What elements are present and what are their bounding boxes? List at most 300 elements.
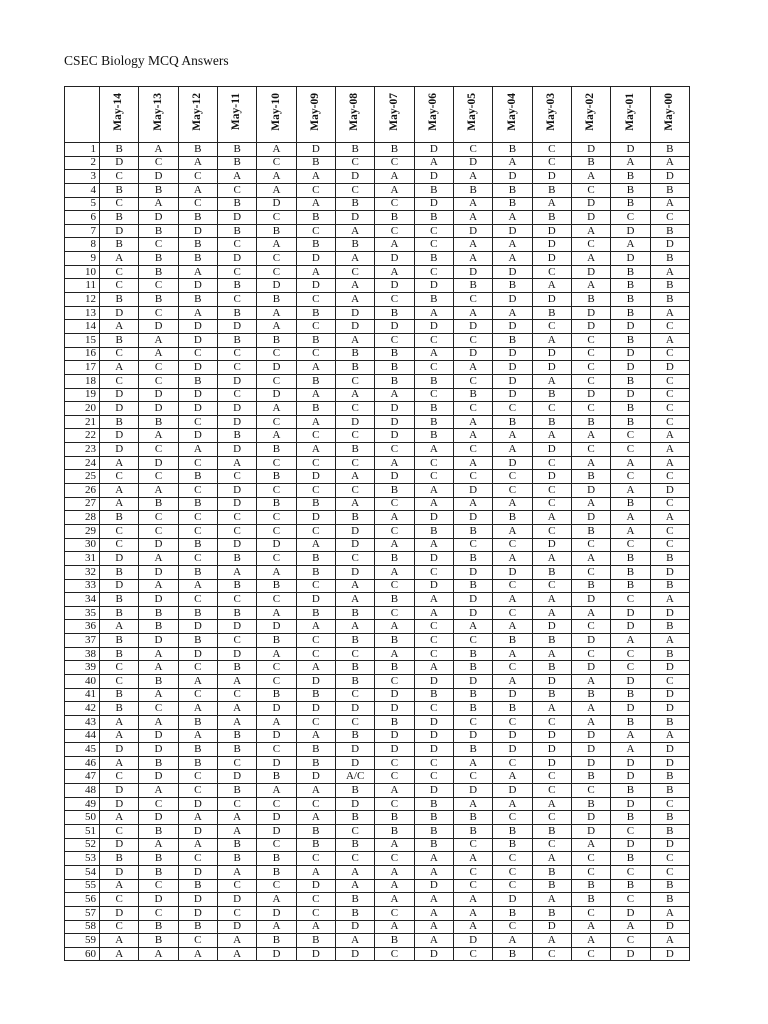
answer-cell: C	[217, 238, 256, 252]
answer-cell: B	[414, 688, 453, 702]
answer-cell: D	[139, 593, 178, 607]
answer-cell: A	[335, 333, 374, 347]
question-number: 15	[65, 333, 100, 347]
column-header-label: May-13	[151, 93, 164, 131]
answer-cell: A	[532, 797, 571, 811]
answer-cell: C	[493, 811, 532, 825]
answer-cell: A	[414, 593, 453, 607]
answer-cell: C	[178, 770, 217, 784]
column-header	[532, 87, 571, 143]
answer-cell: B	[217, 852, 256, 866]
answer-cell: C	[375, 197, 414, 211]
answer-cell: A	[493, 593, 532, 607]
answer-cell: C	[257, 484, 296, 498]
answer-cell: A	[296, 388, 335, 402]
answer-cell: D	[571, 729, 610, 743]
answer-cell: B	[100, 238, 139, 252]
answer-cell: A	[217, 674, 256, 688]
table-row	[65, 333, 690, 347]
answer-cell: C	[650, 402, 689, 416]
answer-cell: C	[532, 715, 571, 729]
column-header-label: May-06	[427, 93, 440, 131]
column-header	[178, 87, 217, 143]
answer-cell: D	[335, 524, 374, 538]
answer-cell: D	[453, 224, 492, 238]
answer-cell: B	[139, 293, 178, 307]
question-number: 36	[65, 620, 100, 634]
answer-cell: C	[650, 470, 689, 484]
answer-cell: C	[257, 415, 296, 429]
table-row	[65, 715, 690, 729]
answer-cell: C	[650, 374, 689, 388]
answer-cell: C	[571, 906, 610, 920]
answer-cell: B	[139, 620, 178, 634]
answer-cell: D	[453, 784, 492, 798]
answer-cell: C	[100, 524, 139, 538]
table-row	[65, 265, 690, 279]
answer-cell: A	[650, 934, 689, 948]
answer-cell: A	[532, 593, 571, 607]
table-row	[65, 852, 690, 866]
answer-cell: A	[100, 497, 139, 511]
answer-cell: C	[571, 647, 610, 661]
answer-cell: D	[296, 593, 335, 607]
answer-cell: D	[178, 429, 217, 443]
answer-cell: A	[375, 784, 414, 798]
answer-cell: D	[571, 388, 610, 402]
answer-cell: D	[453, 593, 492, 607]
answer-cell: A	[335, 934, 374, 948]
answer-cell: A	[414, 852, 453, 866]
answer-cell: D	[217, 374, 256, 388]
answer-cell: A	[453, 252, 492, 266]
answer-cell: B	[414, 402, 453, 416]
question-number: 28	[65, 511, 100, 525]
answer-cell: C	[650, 674, 689, 688]
answer-cell: D	[532, 538, 571, 552]
answer-cell: C	[217, 470, 256, 484]
answer-cell: B	[257, 688, 296, 702]
answer-cell: D	[257, 197, 296, 211]
answer-cell: B	[414, 415, 453, 429]
question-number: 58	[65, 920, 100, 934]
question-number: 12	[65, 293, 100, 307]
question-number: 55	[65, 879, 100, 893]
answer-cell: C	[650, 415, 689, 429]
answer-cell: D	[611, 388, 650, 402]
answer-cell: B	[100, 606, 139, 620]
answer-cell: D	[453, 484, 492, 498]
answer-cell: C	[611, 934, 650, 948]
answer-cell: B	[257, 333, 296, 347]
answer-cell: A	[650, 197, 689, 211]
answer-cell: A	[611, 729, 650, 743]
question-number: 13	[65, 306, 100, 320]
answer-cell: B	[571, 470, 610, 484]
answer-cell: D	[571, 143, 610, 157]
answer-cell: B	[571, 797, 610, 811]
answer-cell: B	[257, 852, 296, 866]
answer-cell: B	[335, 606, 374, 620]
answer-cell: D	[139, 211, 178, 225]
answer-cell: B	[335, 443, 374, 457]
answer-cell: B	[532, 183, 571, 197]
answer-cell: B	[257, 634, 296, 648]
answer-cell: A	[335, 388, 374, 402]
answer-cell: B	[414, 211, 453, 225]
answer-cell: D	[493, 293, 532, 307]
answer-cell: A	[257, 306, 296, 320]
answer-cell: A	[100, 811, 139, 825]
answer-cell: C	[335, 715, 374, 729]
answer-cell: A	[100, 484, 139, 498]
answer-cell: C	[217, 388, 256, 402]
answer-cell: D	[414, 197, 453, 211]
answer-cell: B	[100, 852, 139, 866]
answer-cell: D	[257, 906, 296, 920]
answer-cell: C	[532, 579, 571, 593]
answer-cell: B	[375, 306, 414, 320]
answer-cell: A	[100, 320, 139, 334]
answer-cell: B	[335, 511, 374, 525]
answer-cell: A	[257, 402, 296, 416]
answer-cell: A	[414, 606, 453, 620]
answer-cell: D	[335, 947, 374, 961]
answer-cell: D	[257, 825, 296, 839]
answer-cell: D	[375, 320, 414, 334]
answer-cell: A	[375, 838, 414, 852]
answer-cell: A	[178, 156, 217, 170]
answer-cell: B	[650, 579, 689, 593]
answer-cell: B	[178, 252, 217, 266]
answer-cell: A	[296, 170, 335, 184]
question-number: 44	[65, 729, 100, 743]
answer-cell: C	[257, 797, 296, 811]
answer-cell: B	[611, 279, 650, 293]
answer-cell: C	[611, 593, 650, 607]
answer-cell: A	[139, 552, 178, 566]
answer-cell: A	[257, 565, 296, 579]
answer-cell: D	[217, 620, 256, 634]
question-number: 5	[65, 197, 100, 211]
answer-cell: C	[100, 770, 139, 784]
answer-cell: C	[611, 470, 650, 484]
answer-cell: B	[217, 552, 256, 566]
answer-cell: B	[532, 865, 571, 879]
answer-cell: D	[453, 606, 492, 620]
answer-cell: D	[571, 756, 610, 770]
answer-cell: C	[611, 211, 650, 225]
answer-cell: A	[375, 565, 414, 579]
answer-cell: A	[139, 838, 178, 852]
answer-cell: B	[335, 143, 374, 157]
table-row	[65, 688, 690, 702]
answer-cell: C	[532, 456, 571, 470]
answer-cell: C	[453, 947, 492, 961]
answer-cell: C	[571, 620, 610, 634]
question-number: 50	[65, 811, 100, 825]
answer-cell: A	[532, 852, 571, 866]
answer-cell: B	[178, 211, 217, 225]
answer-cell: B	[532, 634, 571, 648]
answer-cell: B	[100, 647, 139, 661]
table-row	[65, 606, 690, 620]
answer-cell: B	[532, 306, 571, 320]
answer-cell: C	[532, 265, 571, 279]
answer-cell: B	[100, 688, 139, 702]
answer-cell: D	[335, 211, 374, 225]
answer-cell: C	[375, 156, 414, 170]
answer-cell: D	[571, 743, 610, 757]
answer-cell: A	[100, 361, 139, 375]
answer-cell: B	[453, 688, 492, 702]
answer-cell: D	[100, 552, 139, 566]
answer-cell: A	[414, 920, 453, 934]
answer-cell: C	[217, 511, 256, 525]
answer-cell: D	[571, 211, 610, 225]
answer-cell: C	[375, 797, 414, 811]
question-number: 29	[65, 524, 100, 538]
question-number: 31	[65, 552, 100, 566]
answer-cell: A	[375, 879, 414, 893]
table-row	[65, 756, 690, 770]
answer-cell: B	[414, 374, 453, 388]
answer-cell: C	[571, 361, 610, 375]
answer-cell: C	[453, 634, 492, 648]
question-number: 11	[65, 279, 100, 293]
answer-cell: C	[100, 920, 139, 934]
answer-cell: B	[335, 838, 374, 852]
answer-cell: D	[375, 402, 414, 416]
answer-cell: C	[571, 374, 610, 388]
answer-cell: D	[532, 920, 571, 934]
answer-cell: A	[139, 947, 178, 961]
answer-cell: C	[335, 825, 374, 839]
answer-cell: B	[100, 183, 139, 197]
answer-cell: A	[335, 279, 374, 293]
answer-cell: A	[611, 634, 650, 648]
table-row	[65, 770, 690, 784]
question-number: 8	[65, 238, 100, 252]
answer-cell: A	[571, 606, 610, 620]
answer-cell: B	[257, 497, 296, 511]
answer-cell: A	[650, 511, 689, 525]
answer-cell: A	[139, 333, 178, 347]
answer-cell: C	[493, 879, 532, 893]
answer-cell: B	[375, 347, 414, 361]
answer-cell: C	[650, 388, 689, 402]
question-number: 51	[65, 825, 100, 839]
answer-cell: A	[453, 620, 492, 634]
answer-cell: D	[217, 770, 256, 784]
answer-cell: C	[296, 852, 335, 866]
answer-cell: C	[571, 402, 610, 416]
answer-cell: D	[100, 906, 139, 920]
answer-cell: B	[178, 497, 217, 511]
question-number: 46	[65, 756, 100, 770]
answer-cell: A	[178, 265, 217, 279]
answer-cell: D	[178, 647, 217, 661]
answer-cell: D	[100, 306, 139, 320]
answer-cell: D	[532, 252, 571, 266]
answer-cell: C	[257, 252, 296, 266]
answer-cell: A	[296, 361, 335, 375]
answer-cell: B	[100, 634, 139, 648]
answer-cell: C	[296, 906, 335, 920]
answer-cell: C	[414, 770, 453, 784]
answer-cell: B	[611, 402, 650, 416]
answer-cell: A	[139, 688, 178, 702]
answer-cell: A	[296, 415, 335, 429]
answer-cell: D	[532, 470, 571, 484]
answer-cell: D	[532, 743, 571, 757]
answer-cell: C	[139, 361, 178, 375]
answer-cell: B	[453, 825, 492, 839]
answer-cell: C	[414, 333, 453, 347]
question-number: 48	[65, 784, 100, 798]
answer-cell: D	[375, 429, 414, 443]
answer-cell: A	[257, 893, 296, 907]
table-row	[65, 320, 690, 334]
table-row	[65, 879, 690, 893]
answer-cell: A	[493, 770, 532, 784]
answer-cell: C	[139, 443, 178, 457]
answer-cell: C	[453, 333, 492, 347]
answer-cell: C	[532, 320, 571, 334]
answer-cell: D	[650, 484, 689, 498]
answer-cell: D	[139, 388, 178, 402]
answer-cell: D	[217, 893, 256, 907]
answer-cell: D	[100, 784, 139, 798]
answer-cell: B	[139, 674, 178, 688]
answer-cell: A	[453, 429, 492, 443]
answer-cell: A	[335, 879, 374, 893]
answer-cell: B	[335, 811, 374, 825]
answer-cell: A	[611, 238, 650, 252]
answer-cell: B	[335, 661, 374, 675]
answer-cell: D	[217, 497, 256, 511]
answer-cell: C	[611, 443, 650, 457]
answer-cell: B	[650, 893, 689, 907]
answer-cell: B	[532, 661, 571, 675]
answer-cell: A	[335, 593, 374, 607]
answer-cell: D	[335, 702, 374, 716]
answer-cell: D	[414, 552, 453, 566]
question-number: 52	[65, 838, 100, 852]
answer-cell: B	[257, 470, 296, 484]
answer-cell: C	[375, 293, 414, 307]
answer-cell: C	[257, 265, 296, 279]
answer-cell: C	[611, 538, 650, 552]
answer-cell: C	[335, 484, 374, 498]
answer-cell: A	[453, 906, 492, 920]
answer-cell: D	[571, 265, 610, 279]
answer-cell: A	[532, 279, 571, 293]
answer-cell: B	[611, 170, 650, 184]
answer-cell: C	[532, 484, 571, 498]
table-row	[65, 647, 690, 661]
answer-cell: D	[493, 688, 532, 702]
table-row	[65, 702, 690, 716]
answer-cell: C	[257, 374, 296, 388]
answer-cell: A	[178, 183, 217, 197]
table-row	[65, 470, 690, 484]
answer-cell: C	[178, 524, 217, 538]
table-row	[65, 620, 690, 634]
answer-cell: B	[532, 906, 571, 920]
answer-cell: D	[571, 593, 610, 607]
answer-cell: A	[453, 797, 492, 811]
answer-cell: A	[650, 906, 689, 920]
answer-cell: B	[296, 934, 335, 948]
table-row	[65, 906, 690, 920]
answer-cell: B	[453, 279, 492, 293]
column-header-label: May-03	[545, 93, 558, 131]
answer-cell: C	[611, 893, 650, 907]
answer-cell: B	[178, 743, 217, 757]
answer-cell: A	[611, 524, 650, 538]
answer-cell: B	[375, 811, 414, 825]
answer-cell: D	[611, 347, 650, 361]
answer-cell: B	[257, 579, 296, 593]
answer-cell: B	[532, 211, 571, 225]
answer-cell: B	[532, 415, 571, 429]
answer-cell: B	[217, 838, 256, 852]
answer-cell: B	[493, 825, 532, 839]
answer-cell: C	[100, 347, 139, 361]
answer-cell: B	[650, 620, 689, 634]
answer-cell: B	[139, 183, 178, 197]
question-number: 57	[65, 906, 100, 920]
answer-cell: A	[296, 620, 335, 634]
answer-cell: D	[100, 838, 139, 852]
answer-cell: A	[100, 620, 139, 634]
answer-cell: B	[217, 143, 256, 157]
answer-cell: B	[375, 361, 414, 375]
table-row	[65, 197, 690, 211]
answer-cell: B	[100, 293, 139, 307]
answer-cell: D	[650, 702, 689, 716]
answer-cell: C	[414, 238, 453, 252]
answer-cell: C	[100, 197, 139, 211]
answer-cell: A	[493, 524, 532, 538]
answer-cell: A	[414, 893, 453, 907]
answer-cell: A	[453, 920, 492, 934]
answer-cell: B	[296, 825, 335, 839]
answer-cell: C	[217, 634, 256, 648]
answer-cell: C	[178, 934, 217, 948]
table-row	[65, 156, 690, 170]
table-row	[65, 224, 690, 238]
answer-cell: A	[296, 811, 335, 825]
answer-cell: C	[139, 511, 178, 525]
answer-cell: B	[217, 743, 256, 757]
column-header	[571, 87, 610, 143]
answer-cell: A	[453, 197, 492, 211]
table-row	[65, 497, 690, 511]
table-row	[65, 565, 690, 579]
question-number: 16	[65, 347, 100, 361]
answer-cell: C	[532, 143, 571, 157]
answer-cell: B	[139, 606, 178, 620]
answer-cell: C	[178, 552, 217, 566]
answer-cell: A	[414, 906, 453, 920]
answer-cell: C	[571, 784, 610, 798]
answer-cell: D	[414, 320, 453, 334]
answer-cell: B	[611, 197, 650, 211]
answer-cell: D	[100, 429, 139, 443]
answer-cell: B	[217, 197, 256, 211]
